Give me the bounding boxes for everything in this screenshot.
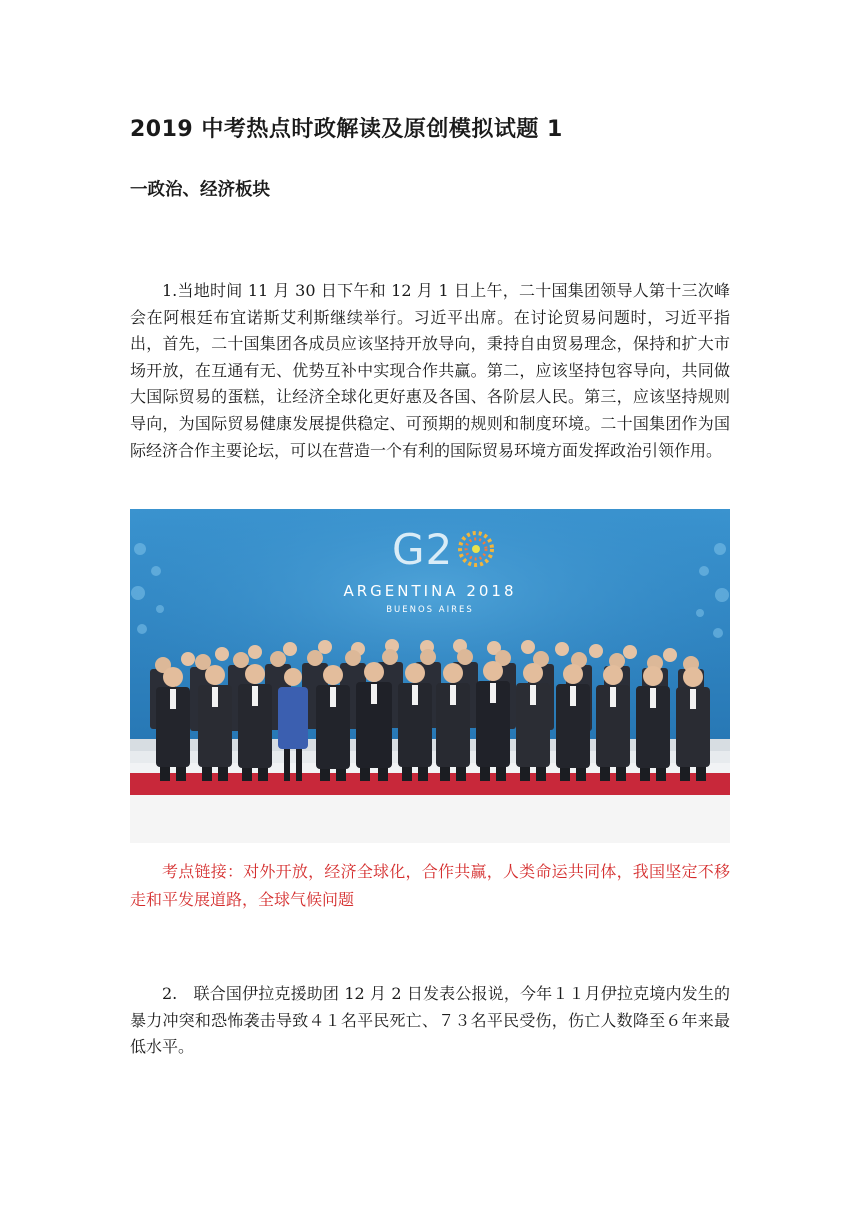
g20-group-photo (130, 509, 730, 843)
banner-line-1: ARGENTINA 2018 (343, 582, 517, 600)
page-title: 2019 中考热点时政解读及原创模拟试题 1 (130, 117, 563, 142)
key-points-note: 考点链接：对外开放，经济全球化，合作共赢，人类命运共同体，我国坚定不移走和平发展道路，全球气候问题 (130, 862, 730, 909)
section-heading: 一政治、经济板块 (130, 180, 270, 200)
question-2-text: 2. 联合国伊拉克援助团 12 月 2 日发表公报说，今年１１月伊拉克境内发生的暴力冲突和恐怖袭击导致４１名平民死亡、７３名平民受伤，伤亡人数降至６年来最低水平。 (130, 984, 730, 1057)
question-1-text: 1.当地时间 11 月 30 日下午和 12 月 1 日上午，二十国集团领导人第十三次峰会在阿根廷布宜诺斯艾利斯继续举行。习近平出席。在讨论贸易问题时，习近平指出，首先，二十国集团各成员应该坚持开放导向，秉持自由贸易理念，保持和扩大市场开放，在互通有无、优势互补中实现合作共赢。第二，应该坚持包容导向，共同做大国际贸易的蛋糕，让经济全球化更好惠及各国、各阶层人民。第三，应该坚持规则导向，为国际贸易健康发展提供稳定、可预期的规则和制度环境。二十国集团作为国际经济合作主要论坛，可以在营造一个有利的国际贸易环境方面发挥政治引领作用。 (130, 281, 730, 460)
banner-line-2: BUENOS AIRES (386, 605, 474, 615)
svg-text:G2: G2 (392, 525, 454, 574)
